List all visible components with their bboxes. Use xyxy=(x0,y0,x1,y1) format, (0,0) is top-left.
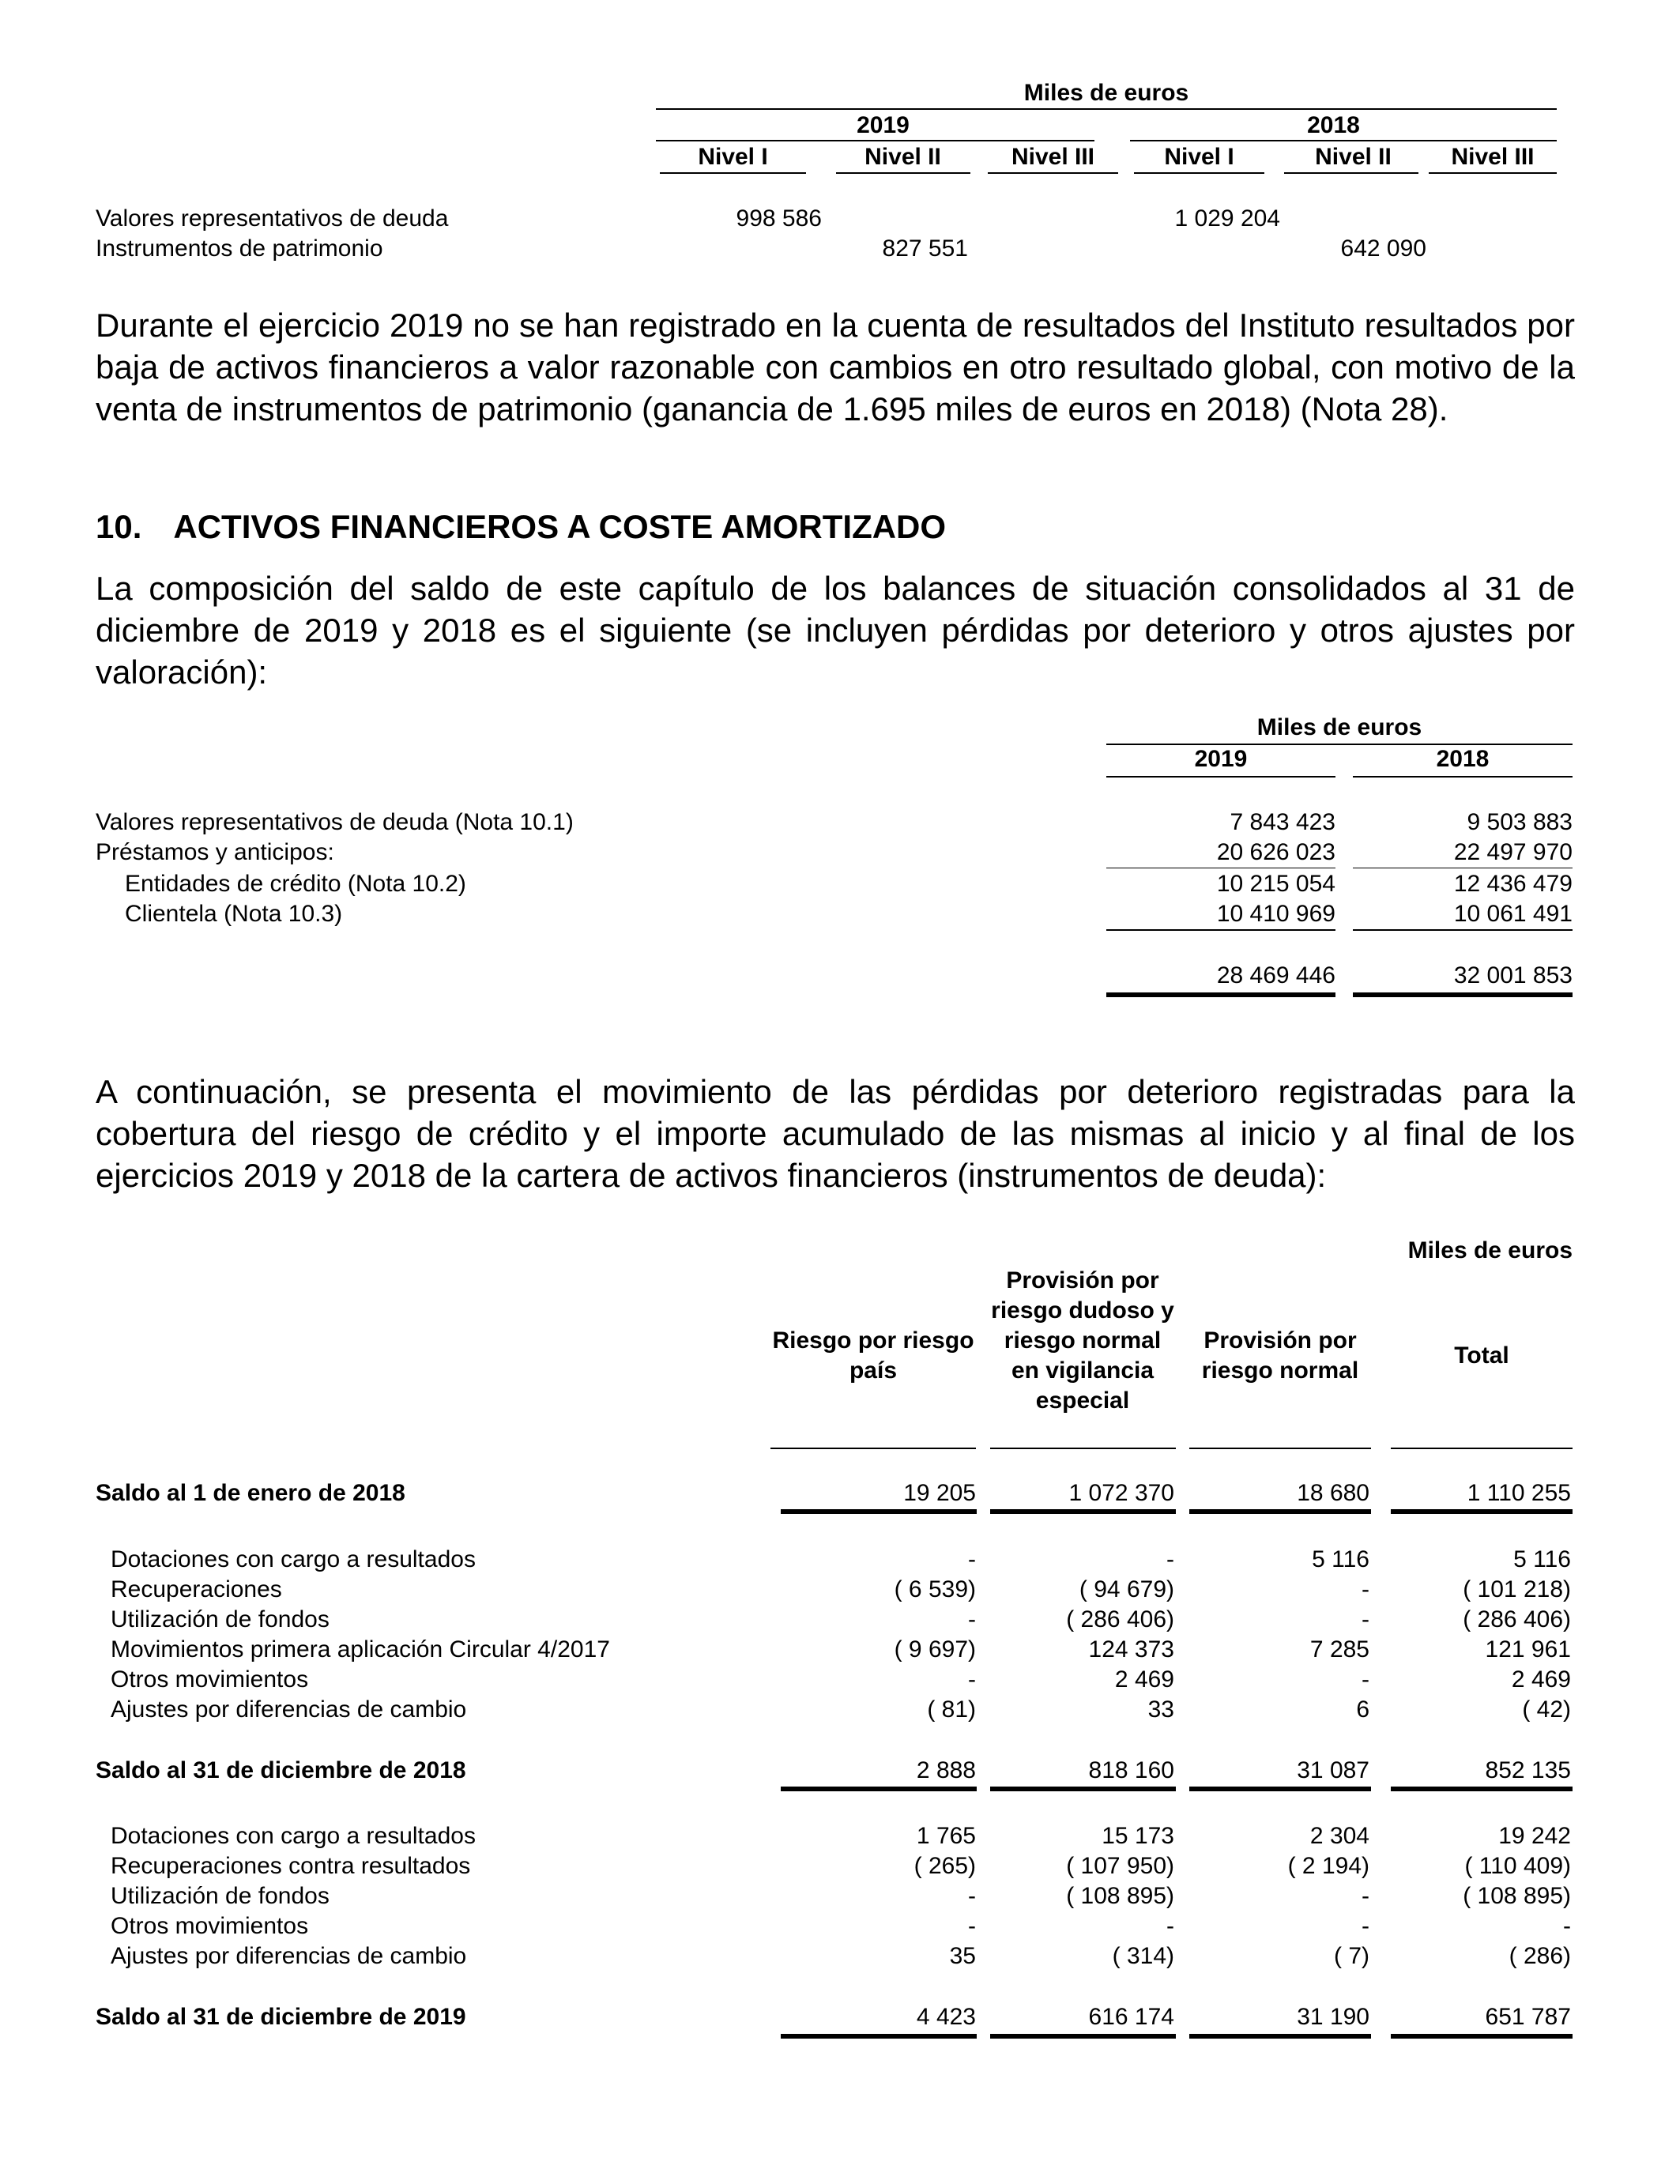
table-cell: ( 81) xyxy=(927,1696,976,1723)
table-row-label: Otros movimientos xyxy=(111,1913,309,1939)
table-row-label: Otros movimientos xyxy=(111,1666,309,1693)
table-row-label: Préstamos y anticipos: xyxy=(96,839,334,865)
table1-level: Nivel III xyxy=(1451,144,1535,170)
table-cell: 124 373 xyxy=(1088,1636,1174,1662)
table-cell: ( 108 895) xyxy=(1463,1883,1571,1909)
table-cell: 651 787 xyxy=(1485,2004,1571,2030)
total-rule xyxy=(1391,1787,1573,1791)
table-cell: 9 503 883 xyxy=(1467,809,1573,835)
table-cell: 31 087 xyxy=(1297,1757,1369,1783)
table-cell: 15 173 xyxy=(1102,1823,1174,1849)
table2-year: 2018 xyxy=(1436,746,1490,772)
total-rule xyxy=(781,2034,977,2039)
table-cell: ( 286 406) xyxy=(1066,1606,1174,1632)
table-cell: 1 110 255 xyxy=(1467,1480,1571,1506)
total-rule xyxy=(1391,1509,1573,1514)
table-cell: 827 551 xyxy=(882,235,968,262)
table-cell: 998 586 xyxy=(736,205,822,232)
table2-year: 2019 xyxy=(1194,746,1248,772)
table-cell: 7 285 xyxy=(1309,1636,1369,1662)
table-cell: - xyxy=(1166,1546,1174,1572)
table-cell: ( 286 406) xyxy=(1463,1606,1571,1632)
table1-level: Nivel III xyxy=(1011,144,1095,170)
table-cell: 33 xyxy=(1147,1696,1174,1723)
table3-header: Provisión por riesgo normal xyxy=(1201,1327,1359,1384)
table-cell: 616 174 xyxy=(1088,2004,1174,2030)
paragraph-impairment: A continuación, se presenta el movimiento de las pérdidas por deterioro registradas para la cobertura del riesgo de crédito y el importe acumulado de las mismas al inicio y al final de los ejercicios 2019 y 2018 de la cartera de activos financieros (instrumentos de deuda): xyxy=(96,1073,1575,1194)
table-row-label: Recuperaciones contra resultados xyxy=(111,1853,471,1879)
table-cell: - xyxy=(1362,1883,1369,1909)
table-cell: - xyxy=(1166,1913,1174,1939)
table-cell: 22 497 970 xyxy=(1453,839,1573,865)
table-cell: 18 680 xyxy=(1297,1480,1369,1506)
paragraph-composition: La composición del saldo de este capítulo de los balances de situación consolidados al 31 de diciembre de 2019 y 2018 es el siguiente (se incluyen pérdidas por deterioro y otros ajustes por valoración): xyxy=(96,570,1575,691)
table-cell: 19 205 xyxy=(903,1480,976,1506)
total-rule xyxy=(990,1787,1176,1791)
table-cell: 2 888 xyxy=(916,1757,976,1783)
table2-unit: Miles de euros xyxy=(1256,714,1422,740)
total-rule xyxy=(990,1509,1176,1514)
table-cell: 5 116 xyxy=(1312,1546,1369,1572)
table3-header: Provisión por riesgo dudoso y riesgo normal en vigilancia especial xyxy=(991,1267,1174,1414)
table-row-label: Utilización de fondos xyxy=(111,1606,330,1632)
table-row-label-saldo: Saldo al 31 de diciembre de 2019 xyxy=(96,2004,466,2030)
table-cell: - xyxy=(968,1913,976,1939)
table-cell: 10 215 054 xyxy=(1216,871,1335,897)
table-cell: ( 101 218) xyxy=(1463,1576,1571,1602)
table-row-label: Ajustes por diferencias de cambio xyxy=(111,1943,467,1969)
table3-header: Riesgo por riesgo país xyxy=(772,1327,974,1384)
total-rule xyxy=(1189,1787,1371,1791)
table-row-label: Clientela (Nota 10.3) xyxy=(125,901,343,927)
table1-level: Nivel II xyxy=(864,144,941,170)
table-row-label: Entidades de crédito (Nota 10.2) xyxy=(125,871,466,897)
table-row-label: Valores representativos de deuda (Nota 10.1) xyxy=(96,809,574,835)
total-rule xyxy=(1189,1509,1371,1514)
table-cell: 6 xyxy=(1356,1696,1369,1723)
table-row-label-saldo: Saldo al 1 de enero de 2018 xyxy=(96,1480,405,1506)
table-row-label: Dotaciones con cargo a resultados xyxy=(111,1823,476,1849)
table-row-label: Ajustes por diferencias de cambio xyxy=(111,1696,467,1723)
table1-level: Nivel II xyxy=(1315,144,1392,170)
table-cell: ( 2 194) xyxy=(1287,1853,1369,1879)
table-cell: ( 286) xyxy=(1509,1943,1571,1969)
table-cell: 2 469 xyxy=(1511,1666,1571,1693)
total-rule xyxy=(781,1509,977,1514)
table-cell: - xyxy=(968,1606,976,1632)
table-cell: - xyxy=(968,1883,976,1909)
table1-year-2018: 2018 xyxy=(1307,112,1360,138)
table3-header: Total xyxy=(1454,1342,1509,1369)
total-rule xyxy=(1189,2034,1371,2039)
table-cell: 7 843 423 xyxy=(1230,809,1335,835)
table-row-label: Recuperaciones xyxy=(111,1576,282,1602)
table-cell: 2 304 xyxy=(1309,1823,1369,1849)
table1-unit: Miles de euros xyxy=(1023,80,1189,106)
table-row-label: Utilización de fondos xyxy=(111,1883,330,1909)
table-cell: ( 110 409) xyxy=(1464,1853,1571,1879)
table-cell: - xyxy=(968,1546,976,1572)
table-cell: 642 090 xyxy=(1340,235,1426,262)
table-row-label: Movimientos primera aplicación Circular 4/2017 xyxy=(111,1636,610,1662)
table-cell: ( 108 895) xyxy=(1066,1883,1174,1909)
table-total: 28 469 446 xyxy=(1216,962,1335,988)
table1-level: Nivel I xyxy=(1164,144,1234,170)
table-cell: 4 423 xyxy=(916,2004,976,2030)
table-cell: 1 765 xyxy=(916,1823,976,1849)
table-cell: ( 9 697) xyxy=(894,1636,976,1662)
table-cell: 35 xyxy=(949,1943,976,1969)
table-cell: ( 107 950) xyxy=(1066,1853,1174,1879)
total-rule xyxy=(1391,2034,1573,2039)
table-cell: 12 436 479 xyxy=(1453,871,1573,897)
table-cell: 10 410 969 xyxy=(1216,901,1335,927)
table-cell: 31 190 xyxy=(1297,2004,1369,2030)
table-row-label-saldo: Saldo al 31 de diciembre de 2018 xyxy=(96,1757,466,1783)
total-rule xyxy=(990,2034,1176,2039)
table-cell: ( 7) xyxy=(1334,1943,1369,1969)
table1-year-2019: 2019 xyxy=(857,112,910,138)
section-title: ACTIVOS FINANCIEROS A COSTE AMORTIZADO xyxy=(173,508,947,545)
table-cell: ( 314) xyxy=(1112,1943,1174,1969)
table-row-label: Valores representativos de deuda xyxy=(96,205,449,232)
table-cell: 10 061 491 xyxy=(1453,901,1573,927)
table3-unit: Miles de euros xyxy=(1407,1237,1573,1263)
table-total: 32 001 853 xyxy=(1453,962,1573,988)
table-cell: ( 265) xyxy=(913,1853,976,1879)
table-cell: - xyxy=(1563,1913,1571,1939)
section-heading xyxy=(96,506,946,548)
table-cell: 5 116 xyxy=(1513,1546,1571,1572)
section-number: 10. xyxy=(96,508,142,545)
table-cell: 2 469 xyxy=(1114,1666,1174,1693)
paragraph-intro: Durante el ejercicio 2019 no se han registrado en la cuenta de resultados del Instituto resultados por baja de activos financieros a valor razonable con cambios en otro resultado global, con motivo de la venta de instrumentos de patrimonio (ganancia de 1.695 miles de euros en 2018) (Nota 28). xyxy=(96,307,1575,427)
table-cell: - xyxy=(1362,1606,1369,1632)
table-cell: 1 029 204 xyxy=(1174,205,1280,232)
table-cell: 19 242 xyxy=(1498,1823,1571,1849)
table-cell: 20 626 023 xyxy=(1216,839,1335,865)
table-cell: 818 160 xyxy=(1088,1757,1174,1783)
table-cell: 852 135 xyxy=(1485,1757,1571,1783)
table-cell: - xyxy=(1362,1576,1369,1602)
table-cell: - xyxy=(968,1666,976,1693)
table-cell: ( 94 679) xyxy=(1079,1576,1174,1602)
table-cell: - xyxy=(1362,1666,1369,1693)
table-cell: 121 961 xyxy=(1485,1636,1571,1662)
total-rule xyxy=(781,1787,977,1791)
table-row-label: Dotaciones con cargo a resultados xyxy=(111,1546,476,1572)
table-cell: ( 6 539) xyxy=(894,1576,976,1602)
table-cell: ( 42) xyxy=(1522,1696,1571,1723)
table1-level: Nivel I xyxy=(698,144,768,170)
table-cell: - xyxy=(1362,1913,1369,1939)
table-row-label: Instrumentos de patrimonio xyxy=(96,235,383,262)
table-cell: 1 072 370 xyxy=(1068,1480,1174,1506)
